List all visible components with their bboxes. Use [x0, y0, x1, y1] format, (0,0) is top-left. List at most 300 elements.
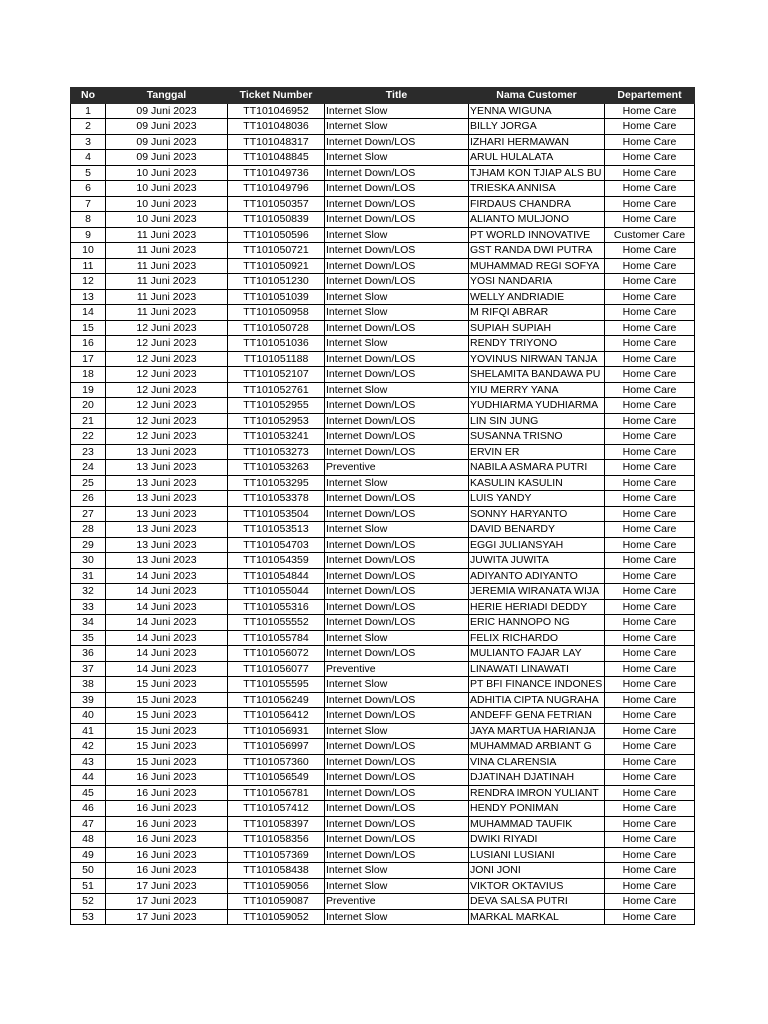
table-row [71, 785, 695, 801]
cell-nama-customer: VIKTOR OKTAVIUS [469, 878, 605, 894]
cell-tanggal: 14 Juni 2023 [106, 584, 228, 600]
cell-no: 15 [71, 320, 106, 336]
cell-title: Internet Down/LOS [325, 692, 469, 708]
cell-no: 5 [71, 165, 106, 181]
cell-title: Internet Down/LOS [325, 615, 469, 631]
cell-no: 16 [71, 336, 106, 352]
cell-departement: Home Care [605, 832, 695, 848]
cell-nama-customer: MUHAMMAD TAUFIK [469, 816, 605, 832]
cell-ticket-number: TT101052107 [228, 367, 325, 383]
cell-no: 43 [71, 754, 106, 770]
header-row [71, 88, 695, 104]
cell-no: 24 [71, 460, 106, 476]
cell-departement: Home Care [605, 661, 695, 677]
cell-title: Internet Down/LOS [325, 444, 469, 460]
header-no: No [71, 88, 106, 104]
cell-ticket-number: TT101059056 [228, 878, 325, 894]
table-row [71, 103, 695, 119]
cell-no: 53 [71, 909, 106, 925]
cell-ticket-number: TT101049796 [228, 181, 325, 197]
cell-nama-customer: RENDY TRIYONO [469, 336, 605, 352]
table-row [71, 894, 695, 910]
cell-tanggal: 09 Juni 2023 [106, 103, 228, 119]
cell-no: 26 [71, 491, 106, 507]
cell-no: 52 [71, 894, 106, 910]
cell-no: 33 [71, 599, 106, 615]
cell-ticket-number: TT101056781 [228, 785, 325, 801]
cell-tanggal: 17 Juni 2023 [106, 878, 228, 894]
cell-tanggal: 13 Juni 2023 [106, 460, 228, 476]
cell-tanggal: 11 Juni 2023 [106, 305, 228, 321]
cell-departement: Home Care [605, 770, 695, 786]
cell-tanggal: 16 Juni 2023 [106, 770, 228, 786]
cell-tanggal: 16 Juni 2023 [106, 785, 228, 801]
cell-ticket-number: TT101057360 [228, 754, 325, 770]
table-row [71, 460, 695, 476]
cell-departement: Home Care [605, 165, 695, 181]
table-row [71, 305, 695, 321]
cell-ticket-number: TT101049736 [228, 165, 325, 181]
cell-no: 3 [71, 134, 106, 150]
cell-no: 22 [71, 429, 106, 445]
cell-no: 48 [71, 832, 106, 848]
cell-tanggal: 15 Juni 2023 [106, 677, 228, 693]
cell-tanggal: 14 Juni 2023 [106, 568, 228, 584]
cell-departement: Home Care [605, 181, 695, 197]
cell-title: Internet Down/LOS [325, 367, 469, 383]
cell-nama-customer: YUDHIARMA YUDHIARMA [469, 398, 605, 414]
cell-departement: Home Care [605, 615, 695, 631]
table-row [71, 119, 695, 135]
cell-nama-customer: PT BFI FINANCE INDONES [469, 677, 605, 693]
cell-nama-customer: TJHAM KON TJIAP ALS BU [469, 165, 605, 181]
cell-tanggal: 10 Juni 2023 [106, 181, 228, 197]
cell-title: Internet Down/LOS [325, 847, 469, 863]
cell-nama-customer: M RIFQI ABRAR [469, 305, 605, 321]
cell-nama-customer: NABILA ASMARA PUTRI [469, 460, 605, 476]
table-row [71, 150, 695, 166]
cell-title: Internet Slow [325, 336, 469, 352]
cell-no: 1 [71, 103, 106, 119]
cell-no: 51 [71, 878, 106, 894]
cell-departement: Home Care [605, 708, 695, 724]
cell-title: Internet Slow [325, 522, 469, 538]
cell-title: Internet Slow [325, 150, 469, 166]
table-row [71, 320, 695, 336]
cell-ticket-number: TT101051188 [228, 351, 325, 367]
cell-no: 17 [71, 351, 106, 367]
cell-tanggal: 13 Juni 2023 [106, 475, 228, 491]
cell-departement: Home Care [605, 878, 695, 894]
cell-departement: Home Care [605, 258, 695, 274]
cell-departement: Home Care [605, 677, 695, 693]
cell-nama-customer: JONI JONI [469, 863, 605, 879]
table-row [71, 413, 695, 429]
cell-nama-customer: MUHAMMAD ARBIANT G [469, 739, 605, 755]
table-row [71, 522, 695, 538]
cell-tanggal: 15 Juni 2023 [106, 754, 228, 770]
cell-ticket-number: TT101056249 [228, 692, 325, 708]
table-row [71, 584, 695, 600]
cell-no: 10 [71, 243, 106, 259]
cell-title: Preventive [325, 661, 469, 677]
table-row [71, 336, 695, 352]
table-row [71, 646, 695, 662]
cell-tanggal: 16 Juni 2023 [106, 832, 228, 848]
cell-tanggal: 13 Juni 2023 [106, 537, 228, 553]
cell-ticket-number: TT101054703 [228, 537, 325, 553]
cell-tanggal: 15 Juni 2023 [106, 692, 228, 708]
cell-ticket-number: TT101053295 [228, 475, 325, 491]
cell-title: Internet Down/LOS [325, 398, 469, 414]
cell-ticket-number: TT101056077 [228, 661, 325, 677]
cell-departement: Home Care [605, 212, 695, 228]
cell-departement: Home Care [605, 909, 695, 925]
table-row [71, 553, 695, 569]
cell-no: 25 [71, 475, 106, 491]
cell-departement: Home Care [605, 584, 695, 600]
cell-no: 49 [71, 847, 106, 863]
table-row [71, 382, 695, 398]
table-row [71, 723, 695, 739]
cell-no: 2 [71, 119, 106, 135]
cell-no: 32 [71, 584, 106, 600]
cell-title: Internet Slow [325, 227, 469, 243]
cell-nama-customer: ARUL HULALATA [469, 150, 605, 166]
header-nama-customer: Nama Customer [469, 88, 605, 104]
cell-departement: Home Care [605, 119, 695, 135]
cell-departement: Home Care [605, 785, 695, 801]
cell-departement: Home Care [605, 506, 695, 522]
cell-tanggal: 13 Juni 2023 [106, 553, 228, 569]
cell-title: Internet Down/LOS [325, 816, 469, 832]
cell-nama-customer: JUWITA JUWITA [469, 553, 605, 569]
cell-departement: Home Care [605, 444, 695, 460]
table-row [71, 754, 695, 770]
cell-nama-customer: LINAWATI LINAWATI [469, 661, 605, 677]
cell-departement: Home Care [605, 336, 695, 352]
cell-ticket-number: TT101050728 [228, 320, 325, 336]
cell-no: 39 [71, 692, 106, 708]
cell-tanggal: 16 Juni 2023 [106, 847, 228, 863]
table-row [71, 196, 695, 212]
cell-nama-customer: DJATINAH DJATINAH [469, 770, 605, 786]
header-departement: Departement [605, 88, 695, 104]
table-row [71, 444, 695, 460]
cell-no: 31 [71, 568, 106, 584]
cell-title: Internet Down/LOS [325, 413, 469, 429]
cell-tanggal: 12 Juni 2023 [106, 336, 228, 352]
cell-ticket-number: TT101050357 [228, 196, 325, 212]
cell-ticket-number: TT101050958 [228, 305, 325, 321]
cell-departement: Customer Care [605, 227, 695, 243]
cell-ticket-number: TT101051039 [228, 289, 325, 305]
cell-nama-customer: MULIANTO FAJAR LAY [469, 646, 605, 662]
cell-nama-customer: EGGI JULIANSYAH [469, 537, 605, 553]
cell-tanggal: 12 Juni 2023 [106, 367, 228, 383]
cell-tanggal: 11 Juni 2023 [106, 258, 228, 274]
cell-no: 18 [71, 367, 106, 383]
cell-departement: Home Care [605, 491, 695, 507]
cell-tanggal: 10 Juni 2023 [106, 196, 228, 212]
table-row [71, 537, 695, 553]
cell-departement: Home Care [605, 305, 695, 321]
cell-departement: Home Care [605, 599, 695, 615]
cell-departement: Home Care [605, 289, 695, 305]
table-row [71, 661, 695, 677]
cell-departement: Home Care [605, 382, 695, 398]
cell-title: Internet Slow [325, 119, 469, 135]
cell-departement: Home Care [605, 429, 695, 445]
cell-departement: Home Care [605, 553, 695, 569]
cell-tanggal: 09 Juni 2023 [106, 119, 228, 135]
cell-title: Internet Down/LOS [325, 134, 469, 150]
cell-nama-customer: DAVID BENARDY [469, 522, 605, 538]
table-row [71, 832, 695, 848]
cell-departement: Home Care [605, 320, 695, 336]
cell-departement: Home Care [605, 522, 695, 538]
table-row [71, 801, 695, 817]
cell-title: Internet Down/LOS [325, 801, 469, 817]
cell-no: 11 [71, 258, 106, 274]
cell-ticket-number: TT101056412 [228, 708, 325, 724]
cell-title: Internet Slow [325, 289, 469, 305]
cell-ticket-number: TT101052953 [228, 413, 325, 429]
cell-departement: Home Care [605, 801, 695, 817]
cell-tanggal: 12 Juni 2023 [106, 382, 228, 398]
table-row [71, 708, 695, 724]
cell-title: Internet Down/LOS [325, 646, 469, 662]
cell-no: 4 [71, 150, 106, 166]
cell-ticket-number: TT101058356 [228, 832, 325, 848]
cell-ticket-number: TT101053504 [228, 506, 325, 522]
table-row [71, 909, 695, 925]
cell-title: Internet Slow [325, 103, 469, 119]
cell-departement: Home Care [605, 274, 695, 290]
cell-no: 6 [71, 181, 106, 197]
cell-departement: Home Care [605, 692, 695, 708]
cell-ticket-number: TT101059052 [228, 909, 325, 925]
cell-no: 47 [71, 816, 106, 832]
cell-ticket-number: TT101051036 [228, 336, 325, 352]
cell-departement: Home Care [605, 475, 695, 491]
cell-tanggal: 17 Juni 2023 [106, 909, 228, 925]
cell-tanggal: 14 Juni 2023 [106, 630, 228, 646]
cell-tanggal: 14 Juni 2023 [106, 615, 228, 631]
cell-nama-customer: YIU MERRY YANA [469, 382, 605, 398]
cell-ticket-number: TT101056931 [228, 723, 325, 739]
table-row [71, 181, 695, 197]
cell-no: 41 [71, 723, 106, 739]
cell-title: Preventive [325, 460, 469, 476]
cell-title: Internet Slow [325, 677, 469, 693]
table-row [71, 615, 695, 631]
table-row [71, 692, 695, 708]
cell-nama-customer: GST RANDA DWI PUTRA [469, 243, 605, 259]
cell-nama-customer: FELIX RICHARDO [469, 630, 605, 646]
cell-ticket-number: TT101055044 [228, 584, 325, 600]
cell-no: 8 [71, 212, 106, 228]
cell-tanggal: 15 Juni 2023 [106, 723, 228, 739]
table-row [71, 599, 695, 615]
cell-no: 20 [71, 398, 106, 414]
cell-tanggal: 13 Juni 2023 [106, 444, 228, 460]
cell-ticket-number: TT101055784 [228, 630, 325, 646]
cell-no: 14 [71, 305, 106, 321]
cell-title: Internet Down/LOS [325, 274, 469, 290]
cell-tanggal: 15 Juni 2023 [106, 739, 228, 755]
cell-departement: Home Care [605, 894, 695, 910]
cell-departement: Home Care [605, 847, 695, 863]
cell-nama-customer: MARKAL MARKAL [469, 909, 605, 925]
cell-departement: Home Care [605, 351, 695, 367]
cell-ticket-number: TT101057412 [228, 801, 325, 817]
cell-ticket-number: TT101052955 [228, 398, 325, 414]
table-header [71, 88, 695, 104]
cell-title: Internet Down/LOS [325, 181, 469, 197]
table-row [71, 351, 695, 367]
cell-tanggal: 10 Juni 2023 [106, 165, 228, 181]
cell-ticket-number: TT101053378 [228, 491, 325, 507]
table-row [71, 429, 695, 445]
cell-title: Internet Down/LOS [325, 258, 469, 274]
cell-title: Internet Slow [325, 475, 469, 491]
table-row [71, 816, 695, 832]
cell-title: Internet Slow [325, 909, 469, 925]
cell-nama-customer: WELLY ANDRIADIE [469, 289, 605, 305]
cell-departement: Home Care [605, 723, 695, 739]
table-row [71, 878, 695, 894]
cell-ticket-number: TT101056549 [228, 770, 325, 786]
cell-departement: Home Care [605, 863, 695, 879]
cell-nama-customer: DEVA SALSA PUTRI [469, 894, 605, 910]
cell-title: Internet Down/LOS [325, 584, 469, 600]
cell-nama-customer: SUPIAH SUPIAH [469, 320, 605, 336]
cell-departement: Home Care [605, 243, 695, 259]
cell-ticket-number: TT101055552 [228, 615, 325, 631]
ticket-table [70, 87, 695, 925]
table-row [71, 677, 695, 693]
cell-no: 46 [71, 801, 106, 817]
cell-nama-customer: ALIANTO MULJONO [469, 212, 605, 228]
cell-tanggal: 12 Juni 2023 [106, 351, 228, 367]
cell-nama-customer: HENDY PONIMAN [469, 801, 605, 817]
table-row [71, 847, 695, 863]
cell-no: 40 [71, 708, 106, 724]
cell-ticket-number: TT101053263 [228, 460, 325, 476]
cell-no: 27 [71, 506, 106, 522]
cell-nama-customer: BILLY JORGA [469, 119, 605, 135]
cell-ticket-number: TT101053273 [228, 444, 325, 460]
cell-nama-customer: LUIS YANDY [469, 491, 605, 507]
cell-nama-customer: SUSANNA TRISNO [469, 429, 605, 445]
cell-nama-customer: ERIC HANNOPO NG [469, 615, 605, 631]
cell-nama-customer: YOSI NANDARIA [469, 274, 605, 290]
cell-no: 37 [71, 661, 106, 677]
cell-departement: Home Care [605, 367, 695, 383]
cell-nama-customer: LUSIANI LUSIANI [469, 847, 605, 863]
cell-no: 12 [71, 274, 106, 290]
table-row [71, 367, 695, 383]
cell-nama-customer: FIRDAUS CHANDRA [469, 196, 605, 212]
cell-title: Internet Slow [325, 863, 469, 879]
cell-ticket-number: TT101054359 [228, 553, 325, 569]
cell-nama-customer: YOVINUS NIRWAN TANJA [469, 351, 605, 367]
cell-tanggal: 15 Juni 2023 [106, 708, 228, 724]
cell-ticket-number: TT101048317 [228, 134, 325, 150]
cell-title: Internet Slow [325, 630, 469, 646]
table-row [71, 475, 695, 491]
cell-tanggal: 09 Juni 2023 [106, 134, 228, 150]
cell-no: 44 [71, 770, 106, 786]
cell-nama-customer: IZHARI HERMAWAN [469, 134, 605, 150]
cell-tanggal: 16 Juni 2023 [106, 863, 228, 879]
cell-title: Internet Down/LOS [325, 599, 469, 615]
cell-ticket-number: TT101051230 [228, 274, 325, 290]
cell-title: Internet Down/LOS [325, 212, 469, 228]
cell-nama-customer: TRIESKA ANNISA [469, 181, 605, 197]
cell-nama-customer: RENDRA IMRON YULIANT [469, 785, 605, 801]
cell-tanggal: 12 Juni 2023 [106, 413, 228, 429]
cell-nama-customer: DWIKI RIYADI [469, 832, 605, 848]
cell-nama-customer: KASULIN KASULIN [469, 475, 605, 491]
cell-nama-customer: ADIYANTO ADIYANTO [469, 568, 605, 584]
header-title: Title [325, 88, 469, 104]
cell-no: 21 [71, 413, 106, 429]
cell-tanggal: 13 Juni 2023 [106, 506, 228, 522]
cell-ticket-number: TT101053513 [228, 522, 325, 538]
cell-no: 13 [71, 289, 106, 305]
cell-title: Internet Down/LOS [325, 351, 469, 367]
cell-tanggal: 11 Juni 2023 [106, 289, 228, 305]
cell-no: 45 [71, 785, 106, 801]
cell-nama-customer: VINA CLARENSIA [469, 754, 605, 770]
cell-ticket-number: TT101057369 [228, 847, 325, 863]
cell-departement: Home Care [605, 413, 695, 429]
cell-title: Internet Down/LOS [325, 785, 469, 801]
cell-title: Internet Down/LOS [325, 429, 469, 445]
cell-nama-customer: ADHITIA CIPTA NUGRAHA [469, 692, 605, 708]
cell-tanggal: 13 Juni 2023 [106, 491, 228, 507]
table-row [71, 770, 695, 786]
cell-departement: Home Care [605, 460, 695, 476]
cell-ticket-number: TT101054844 [228, 568, 325, 584]
cell-nama-customer: HERIE HERIADI DEDDY [469, 599, 605, 615]
table-row [71, 212, 695, 228]
cell-title: Internet Down/LOS [325, 770, 469, 786]
cell-ticket-number: TT101053241 [228, 429, 325, 445]
cell-title: Internet Down/LOS [325, 553, 469, 569]
cell-nama-customer: ERVIN ER [469, 444, 605, 460]
cell-no: 28 [71, 522, 106, 538]
cell-tanggal: 17 Juni 2023 [106, 894, 228, 910]
header-tanggal: Tanggal [106, 88, 228, 104]
cell-nama-customer: PT WORLD INNOVATIVE [469, 227, 605, 243]
cell-tanggal: 11 Juni 2023 [106, 227, 228, 243]
cell-title: Internet Down/LOS [325, 739, 469, 755]
table-row [71, 289, 695, 305]
table-row [71, 630, 695, 646]
cell-departement: Home Care [605, 816, 695, 832]
cell-ticket-number: TT101050921 [228, 258, 325, 274]
cell-tanggal: 14 Juni 2023 [106, 661, 228, 677]
cell-ticket-number: TT101046952 [228, 103, 325, 119]
table-row [71, 739, 695, 755]
cell-title: Internet Slow [325, 723, 469, 739]
cell-ticket-number: TT101052761 [228, 382, 325, 398]
cell-departement: Home Care [605, 568, 695, 584]
table-row [71, 863, 695, 879]
